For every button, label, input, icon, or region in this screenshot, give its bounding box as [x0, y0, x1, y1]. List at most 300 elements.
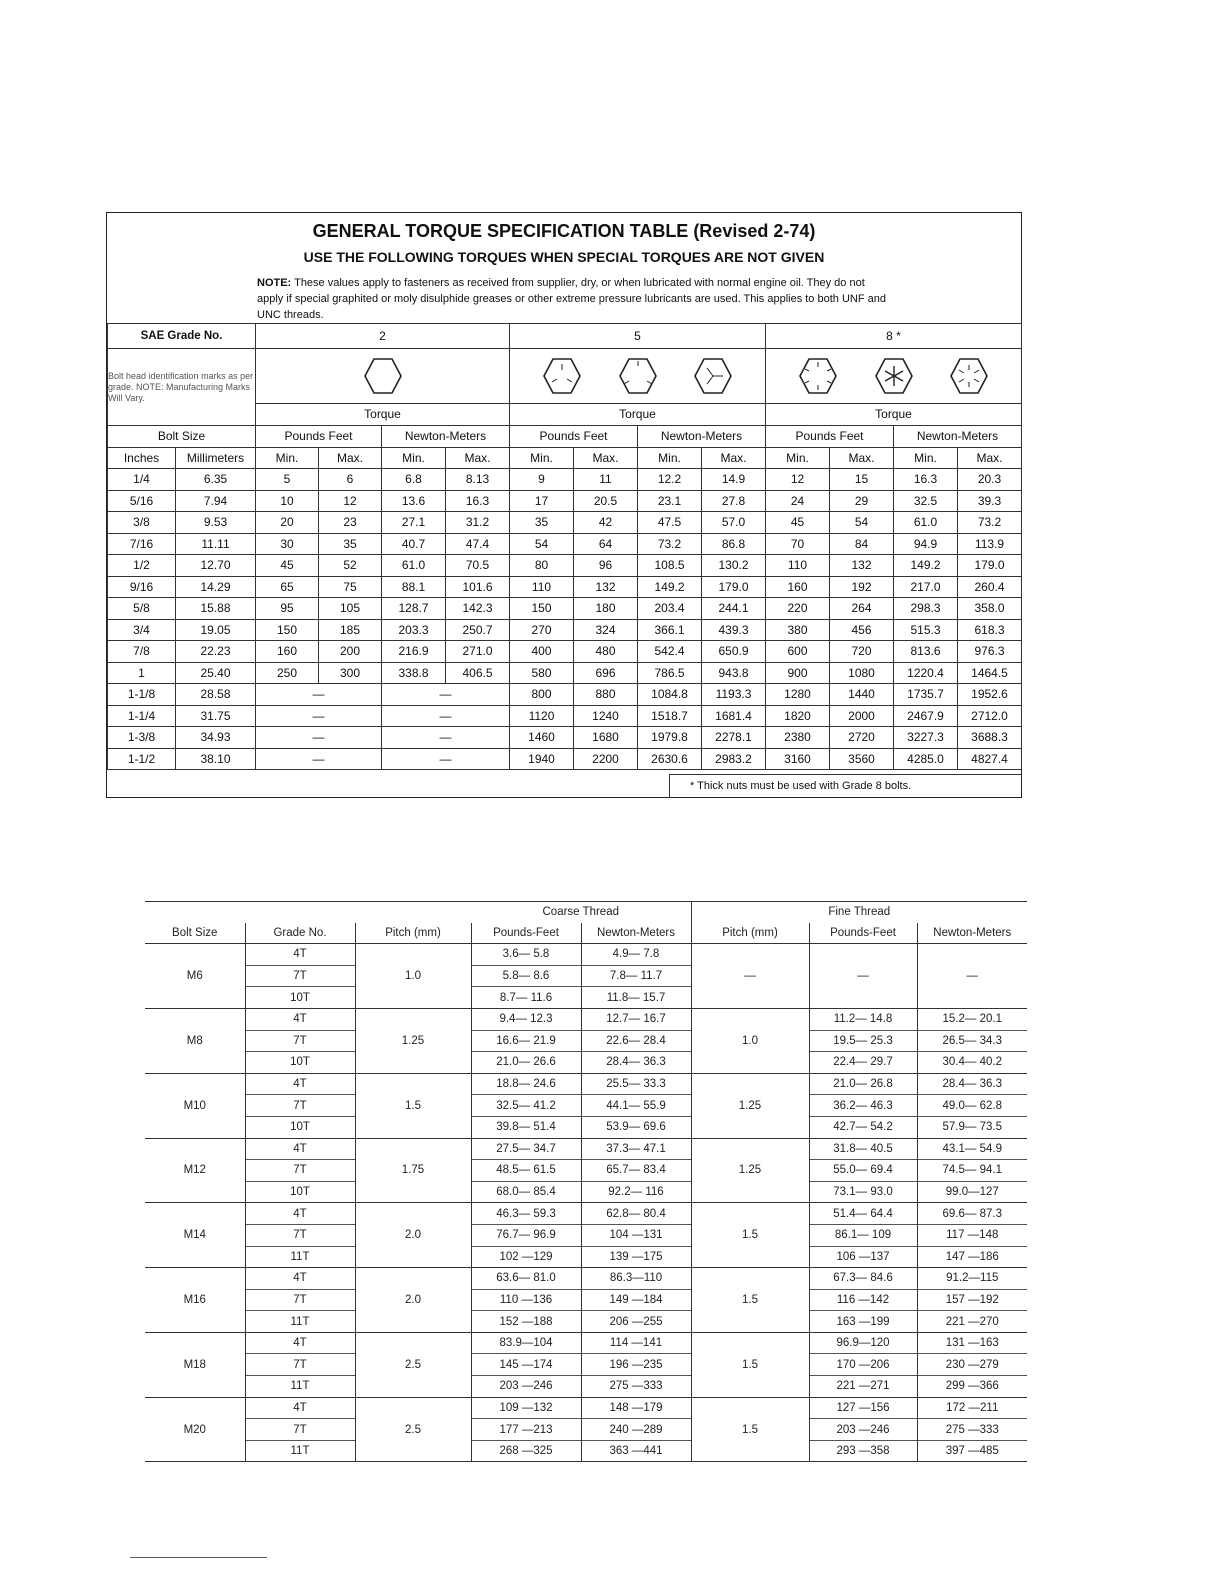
table-cell: 12 — [319, 490, 382, 512]
fine-pounds-feet-cell: 21.0— 26.8 — [809, 1073, 917, 1095]
table-cell: 130.2 — [702, 555, 766, 577]
table-cell: 3160 — [766, 748, 830, 770]
table-cell: 270 — [510, 619, 574, 641]
fine-newton-meters-cell: — — [917, 965, 1027, 987]
hexagon-three-line-icon — [542, 356, 582, 396]
grade-cell: 4T — [245, 1203, 355, 1225]
table-cell: 94.9 — [894, 533, 958, 555]
coarse-newton-meters-cell: 114 —141 — [581, 1332, 691, 1354]
column-header: Pounds-Feet — [471, 923, 581, 944]
table-cell: 1940 — [510, 748, 574, 770]
table-note: NOTE: These values apply to fasteners as received from supplier, dry, or when lubricated with normal engine oil. They do not apply if special graphited or moly disulphide greases or other extreme pressure lubricants are used. This applies to both UNF and UNC threads. — [257, 277, 886, 321]
table-cell: 57.0 — [702, 512, 766, 534]
fine-pitch-cell: 1.25 — [691, 1073, 809, 1138]
table-row — [145, 1030, 1027, 1052]
table-cell: 185 — [319, 619, 382, 641]
table-cell: 16.3 — [446, 490, 510, 512]
table-cell: 580 — [510, 662, 574, 684]
table-row — [145, 1311, 1027, 1333]
coarse-newton-meters-cell: 139 —175 — [581, 1246, 691, 1268]
fine-newton-meters-cell — [917, 944, 1027, 966]
grade-cell: 4T — [245, 1332, 355, 1354]
coarse-pounds-feet-cell: 46.3— 59.3 — [471, 1203, 581, 1225]
coarse-newton-meters-cell: 37.3— 47.1 — [581, 1138, 691, 1160]
coarse-pounds-feet-cell: 110 —136 — [471, 1289, 581, 1311]
table-row — [108, 748, 1022, 770]
coarse-newton-meters-cell: 53.9— 69.6 — [581, 1116, 691, 1138]
table-row — [145, 944, 1027, 966]
grade-cell: 4T — [245, 1268, 355, 1290]
column-header: Grade No. — [245, 923, 355, 944]
torque-spec-grid — [107, 323, 1022, 770]
table-cell: 2630.6 — [638, 748, 702, 770]
bolt-size-cell: M6 — [145, 944, 245, 1009]
table-cell: 70.5 — [446, 555, 510, 577]
table-cell: 12.2 — [638, 469, 702, 491]
torque-label: Torque — [766, 403, 1022, 425]
coarse-pounds-feet-cell: 8.7— 11.6 — [471, 987, 581, 1009]
pitch-cell: 2.0 — [355, 1268, 471, 1333]
fine-newton-meters-cell: 74.5— 94.1 — [917, 1160, 1027, 1182]
table-cell: — — [382, 705, 510, 727]
coarse-pounds-feet-cell: 83.9—104 — [471, 1332, 581, 1354]
bolt-size-cell: M16 — [145, 1268, 245, 1333]
torque-label: Torque — [510, 403, 766, 425]
table-cell: 15.88 — [176, 598, 256, 620]
fine-pitch-cell: 1.5 — [691, 1397, 809, 1462]
column-header: Pitch (mm) — [691, 923, 809, 944]
table-cell: 1440 — [830, 684, 894, 706]
coarse-pounds-feet-cell: 203 —246 — [471, 1376, 581, 1398]
coarse-pounds-feet-cell: 16.6— 21.9 — [471, 1030, 581, 1052]
table-cell: 9/16 — [108, 576, 176, 598]
coarse-pounds-feet-cell: 9.4— 12.3 — [471, 1008, 581, 1030]
grade-cell: 4T — [245, 1073, 355, 1095]
table-cell: 25.40 — [176, 662, 256, 684]
thick-nuts-footnote: * Thick nuts must be used with Grade 8 bolts. — [669, 774, 1021, 798]
table-cell: — — [256, 727, 382, 749]
table-cell: 1735.7 — [894, 684, 958, 706]
table-cell: 28.58 — [176, 684, 256, 706]
table-row — [108, 684, 1022, 706]
fine-newton-meters-cell: 157 —192 — [917, 1289, 1027, 1311]
table-cell: 3/4 — [108, 619, 176, 641]
table-cell: 132 — [574, 576, 638, 598]
coarse-pounds-feet-cell: 32.5— 41.2 — [471, 1095, 581, 1117]
table-cell: 1979.8 — [638, 727, 702, 749]
table-cell: 110 — [766, 555, 830, 577]
fine-pitch-cell: — — [691, 944, 809, 1009]
coarse-newton-meters-cell: 44.1— 55.9 — [581, 1095, 691, 1117]
table-cell: 20.5 — [574, 490, 638, 512]
fine-pitch-cell: 1.5 — [691, 1203, 809, 1268]
table-row — [108, 619, 1022, 641]
coarse-pounds-feet-cell: 177 —213 — [471, 1419, 581, 1441]
table-cell: 5/8 — [108, 598, 176, 620]
newton-meters-label: Newton-Meters — [382, 426, 510, 448]
fine-pounds-feet-cell: — — [809, 965, 917, 987]
table-cell: 38.10 — [176, 748, 256, 770]
table-row — [145, 965, 1027, 987]
table-cell: 23 — [319, 512, 382, 534]
table-row — [108, 641, 1022, 663]
table-cell: 84 — [830, 533, 894, 555]
coarse-newton-meters-cell: 104 —131 — [581, 1224, 691, 1246]
grade-cell: 7T — [245, 1419, 355, 1441]
table-cell: 75 — [319, 576, 382, 598]
pitch-cell: 2.5 — [355, 1397, 471, 1462]
table-cell: 86.8 — [702, 533, 766, 555]
table-cell: 11 — [574, 469, 638, 491]
table-cell: 1-1/2 — [108, 748, 176, 770]
table-cell: 298.3 — [894, 598, 958, 620]
table-row — [145, 1203, 1027, 1225]
table-cell: 42 — [574, 512, 638, 534]
table-row — [145, 1289, 1027, 1311]
coarse-newton-meters-cell: 25.5— 33.3 — [581, 1073, 691, 1095]
table-cell: 6.8 — [382, 469, 446, 491]
fine-pounds-feet-cell: 293 —358 — [809, 1440, 917, 1462]
grade-5-head-marks — [510, 349, 766, 404]
coarse-pounds-feet-cell: 68.0— 85.4 — [471, 1181, 581, 1203]
table-cell: 73.2 — [958, 512, 1022, 534]
table-cell: 149.2 — [638, 576, 702, 598]
table-cell: 23.1 — [638, 490, 702, 512]
table-cell: 3227.3 — [894, 727, 958, 749]
fine-pounds-feet-cell: 86.1— 109 — [809, 1224, 917, 1246]
fine-pounds-feet-cell: 51.4— 64.4 — [809, 1203, 917, 1225]
min-col-header: Min. — [638, 447, 702, 469]
table-cell: 9.53 — [176, 512, 256, 534]
torque-label: Torque — [256, 403, 510, 425]
table-cell: 6 — [319, 469, 382, 491]
table-cell: 65 — [256, 576, 319, 598]
coarse-newton-meters-cell: 65.7— 83.4 — [581, 1160, 691, 1182]
table-cell: 3560 — [830, 748, 894, 770]
fine-pounds-feet-cell: 203 —246 — [809, 1419, 917, 1441]
table-cell: 2712.0 — [958, 705, 1022, 727]
table-cell: 4285.0 — [894, 748, 958, 770]
table-cell: 250 — [256, 662, 319, 684]
fine-pounds-feet-cell: 11.2— 14.8 — [809, 1008, 917, 1030]
fine-newton-meters-cell: 43.1— 54.9 — [917, 1138, 1027, 1160]
fine-pounds-feet-cell: 31.8— 40.5 — [809, 1138, 917, 1160]
table-row — [108, 662, 1022, 684]
table-row — [145, 1181, 1027, 1203]
table-row — [108, 469, 1022, 491]
coarse-newton-meters-cell: 11.8— 15.7 — [581, 987, 691, 1009]
table-row — [108, 705, 1022, 727]
table-cell: 1193.3 — [702, 684, 766, 706]
coarse-pounds-feet-cell: 76.7— 96.9 — [471, 1224, 581, 1246]
coarse-pounds-feet-cell: 39.8— 51.4 — [471, 1116, 581, 1138]
table-row — [145, 1095, 1027, 1117]
table-cell: 20.3 — [958, 469, 1022, 491]
table-cell: 324 — [574, 619, 638, 641]
pounds-feet-label: Pounds Feet — [256, 426, 382, 448]
table-cell: 244.1 — [702, 598, 766, 620]
min-col-header: Min. — [766, 447, 830, 469]
coarse-thread-header: Coarse Thread — [542, 906, 619, 919]
metric-torque-grid — [145, 901, 1027, 1462]
table-cell: 54 — [510, 533, 574, 555]
max-col-header: Max. — [319, 447, 382, 469]
table-cell: 34.93 — [176, 727, 256, 749]
bolt-size-cell: M20 — [145, 1397, 245, 1462]
table-row — [145, 1073, 1027, 1095]
table-cell: 31.75 — [176, 705, 256, 727]
table-cell: 96 — [574, 555, 638, 577]
bolt-size-cell: M8 — [145, 1008, 245, 1073]
table-cell: 73.2 — [638, 533, 702, 555]
fine-newton-meters-cell: 299 —366 — [917, 1376, 1027, 1398]
table-cell: 47.5 — [638, 512, 702, 534]
fine-pitch-cell: 1.25 — [691, 1138, 809, 1203]
plain-hexagon-icon — [363, 356, 403, 396]
table-cell: 650.9 — [702, 641, 766, 663]
bolt-head-identification-label: Bolt head identification marks as per grade. NOTE: Manufacturing Marks Will Vary. — [108, 349, 256, 426]
table-cell: 142.3 — [446, 598, 510, 620]
table-row — [108, 576, 1022, 598]
table-title: GENERAL TORQUE SPECIFICATION TABLE (Revised 2-74) — [312, 221, 816, 241]
table-cell: 216.9 — [382, 641, 446, 663]
fine-newton-meters-cell: 57.9— 73.5 — [917, 1116, 1027, 1138]
table-cell: 456 — [830, 619, 894, 641]
table-cell: 31.2 — [446, 512, 510, 534]
grade-8-head-marks — [766, 349, 1022, 404]
grade-8-header: 8 * — [766, 324, 1022, 349]
coarse-newton-meters-cell: 149 —184 — [581, 1289, 691, 1311]
table-cell: 7/16 — [108, 533, 176, 555]
pounds-feet-label: Pounds Feet — [766, 426, 894, 448]
coarse-pounds-feet-cell: 152 —188 — [471, 1311, 581, 1333]
fine-pounds-feet-cell: 73.1— 93.0 — [809, 1181, 917, 1203]
table-cell: 14.9 — [702, 469, 766, 491]
table-cell: 943.8 — [702, 662, 766, 684]
min-col-header: Min. — [256, 447, 319, 469]
newton-meters-label: Newton-Meters — [894, 426, 1022, 448]
coarse-newton-meters-cell: 240 —289 — [581, 1419, 691, 1441]
table-row — [145, 1008, 1027, 1030]
table-cell: 217.0 — [894, 576, 958, 598]
max-col-header: Max. — [574, 447, 638, 469]
grade-cell: 11T — [245, 1311, 355, 1333]
table-cell: 976.3 — [958, 641, 1022, 663]
table-cell: 1952.6 — [958, 684, 1022, 706]
max-col-header: Max. — [446, 447, 510, 469]
table-cell: 720 — [830, 641, 894, 663]
min-col-header: Min. — [510, 447, 574, 469]
table-cell: 1-1/4 — [108, 705, 176, 727]
table-cell: 203.4 — [638, 598, 702, 620]
coarse-pounds-feet-cell: 5.8— 8.6 — [471, 965, 581, 987]
table-cell: 160 — [766, 576, 830, 598]
min-col-header: Min. — [894, 447, 958, 469]
table-cell: 64 — [574, 533, 638, 555]
table-cell: 35 — [319, 533, 382, 555]
fine-newton-meters-cell: 30.4— 40.2 — [917, 1052, 1027, 1074]
millimeters-col-header: Millimeters — [176, 447, 256, 469]
grade-cell: 7T — [245, 1095, 355, 1117]
fine-newton-meters-cell: 230 —279 — [917, 1354, 1027, 1376]
table-cell: 271.0 — [446, 641, 510, 663]
table-cell: 8.13 — [446, 469, 510, 491]
coarse-newton-meters-cell: 206 —255 — [581, 1311, 691, 1333]
table-cell: — — [382, 684, 510, 706]
pitch-cell: 1.0 — [355, 944, 471, 1009]
table-cell: 17 — [510, 490, 574, 512]
grade-cell: 11T — [245, 1376, 355, 1398]
table-cell: 1240 — [574, 705, 638, 727]
hexagon-six-line-icon — [798, 356, 838, 396]
column-header: Newton-Meters — [917, 923, 1027, 944]
table-cell: 786.5 — [638, 662, 702, 684]
table-cell: — — [256, 748, 382, 770]
table-cell: 70 — [766, 533, 830, 555]
table-cell: 406.5 — [446, 662, 510, 684]
coarse-newton-meters-cell: 12.7— 16.7 — [581, 1008, 691, 1030]
table-cell: 179.0 — [702, 576, 766, 598]
fine-pitch-cell: 1.0 — [691, 1008, 809, 1073]
pitch-cell: 1.5 — [355, 1073, 471, 1138]
table-cell: 200 — [319, 641, 382, 663]
table-cell: 2467.9 — [894, 705, 958, 727]
table-cell: 9 — [510, 469, 574, 491]
fine-newton-meters-cell: 221 —270 — [917, 1311, 1027, 1333]
table-cell: 105 — [319, 598, 382, 620]
metric-torque-table — [145, 901, 1027, 1462]
column-header: Bolt Size — [145, 923, 245, 944]
table-cell: 52 — [319, 555, 382, 577]
table-cell: 400 — [510, 641, 574, 663]
hexagon-y-mark-icon — [693, 356, 733, 396]
fine-newton-meters-cell: 172 —211 — [917, 1397, 1027, 1419]
grade-cell: 7T — [245, 1354, 355, 1376]
grade-cell: 7T — [245, 1030, 355, 1052]
bolt-size-cell: M10 — [145, 1073, 245, 1138]
table-cell: 61.0 — [382, 555, 446, 577]
pitch-cell: 1.75 — [355, 1138, 471, 1203]
grade-cell: 10T — [245, 1116, 355, 1138]
table-cell: 3688.3 — [958, 727, 1022, 749]
table-cell: — — [382, 727, 510, 749]
max-col-header: Max. — [958, 447, 1022, 469]
fine-newton-meters-cell: 28.4— 36.3 — [917, 1073, 1027, 1095]
hexagon-six-line-icon — [949, 356, 989, 396]
table-cell: 618.3 — [958, 619, 1022, 641]
table-cell: 880 — [574, 684, 638, 706]
coarse-newton-meters-cell: 22.6— 28.4 — [581, 1030, 691, 1052]
table-cell: 110 — [510, 576, 574, 598]
fine-pounds-feet-cell: 55.0— 69.4 — [809, 1160, 917, 1182]
table-cell: 27.8 — [702, 490, 766, 512]
table-row — [108, 555, 1022, 577]
table-cell: 1 — [108, 662, 176, 684]
table-cell: 150 — [256, 619, 319, 641]
fine-pitch-cell: 1.5 — [691, 1268, 809, 1333]
grade-cell: 7T — [245, 965, 355, 987]
table-cell: 14.29 — [176, 576, 256, 598]
grade-2-header: 2 — [256, 324, 510, 349]
table-cell: 366.1 — [638, 619, 702, 641]
table-cell: 45 — [766, 512, 830, 534]
grade-cell: 10T — [245, 1181, 355, 1203]
fine-newton-meters-cell: 15.2— 20.1 — [917, 1008, 1027, 1030]
grade-cell: 4T — [245, 1397, 355, 1419]
fine-pounds-feet-cell — [809, 987, 917, 1009]
fine-newton-meters-cell: 69.6— 87.3 — [917, 1203, 1027, 1225]
fine-pounds-feet-cell: 96.9—120 — [809, 1332, 917, 1354]
table-cell: 1/4 — [108, 469, 176, 491]
coarse-pounds-feet-cell: 145 —174 — [471, 1354, 581, 1376]
coarse-newton-meters-cell: 92.2— 116 — [581, 1181, 691, 1203]
grade-cell: 11T — [245, 1440, 355, 1462]
footer-link-underline — [130, 1557, 267, 1558]
table-row — [145, 1116, 1027, 1138]
table-row — [145, 1052, 1027, 1074]
coarse-pounds-feet-cell: 268 —325 — [471, 1440, 581, 1462]
coarse-pounds-feet-cell: 63.6— 81.0 — [471, 1268, 581, 1290]
table-cell: 108.5 — [638, 555, 702, 577]
fine-newton-meters-cell: 397 —485 — [917, 1440, 1027, 1462]
table-cell: 515.3 — [894, 619, 958, 641]
table-row — [145, 1160, 1027, 1182]
table-cell: 600 — [766, 641, 830, 663]
inches-col-header: Inches — [108, 447, 176, 469]
coarse-newton-meters-cell: 363 —441 — [581, 1440, 691, 1462]
max-col-header: Max. — [830, 447, 894, 469]
table-cell: 2000 — [830, 705, 894, 727]
coarse-newton-meters-cell: 86.3—110 — [581, 1268, 691, 1290]
fine-pounds-feet-cell: 127 —156 — [809, 1397, 917, 1419]
grade-cell: 10T — [245, 1052, 355, 1074]
fine-pounds-feet-cell: 67.3— 84.6 — [809, 1268, 917, 1290]
coarse-pounds-feet-cell: 27.5— 34.7 — [471, 1138, 581, 1160]
table-cell: 95 — [256, 598, 319, 620]
table-cell: 101.6 — [446, 576, 510, 598]
fine-pitch-cell: 1.5 — [691, 1332, 809, 1397]
table-cell: 32.5 — [894, 490, 958, 512]
table-subtitle: USE THE FOLLOWING TORQUES WHEN SPECIAL TORQUES ARE NOT GIVEN — [303, 249, 825, 265]
fine-pounds-feet-cell: 19.5— 25.3 — [809, 1030, 917, 1052]
grade-cell: 11T — [245, 1246, 355, 1268]
column-header: Pounds-Feet — [809, 923, 917, 944]
table-row — [145, 1397, 1027, 1419]
coarse-newton-meters-cell: 28.4— 36.3 — [581, 1052, 691, 1074]
table-cell: 15 — [830, 469, 894, 491]
fine-pounds-feet-cell: 163 —199 — [809, 1311, 917, 1333]
table-row — [145, 1268, 1027, 1290]
table-cell: 2200 — [574, 748, 638, 770]
table-row — [108, 727, 1022, 749]
table-cell: 1820 — [766, 705, 830, 727]
table-cell: 2380 — [766, 727, 830, 749]
table-cell: 20 — [256, 512, 319, 534]
fine-pounds-feet-cell: 106 —137 — [809, 1246, 917, 1268]
table-cell: 19.05 — [176, 619, 256, 641]
grade-cell: 4T — [245, 1008, 355, 1030]
coarse-pounds-feet-cell: 48.5— 61.5 — [471, 1160, 581, 1182]
table-cell: 1084.8 — [638, 684, 702, 706]
table-row — [145, 1138, 1027, 1160]
table-cell: 203.3 — [382, 619, 446, 641]
table-header-block — [107, 213, 1021, 324]
table-cell: 300 — [319, 662, 382, 684]
fine-newton-meters-cell: 26.5— 34.3 — [917, 1030, 1027, 1052]
table-cell: 45 — [256, 555, 319, 577]
table-cell: 542.4 — [638, 641, 702, 663]
table-cell: 813.6 — [894, 641, 958, 663]
